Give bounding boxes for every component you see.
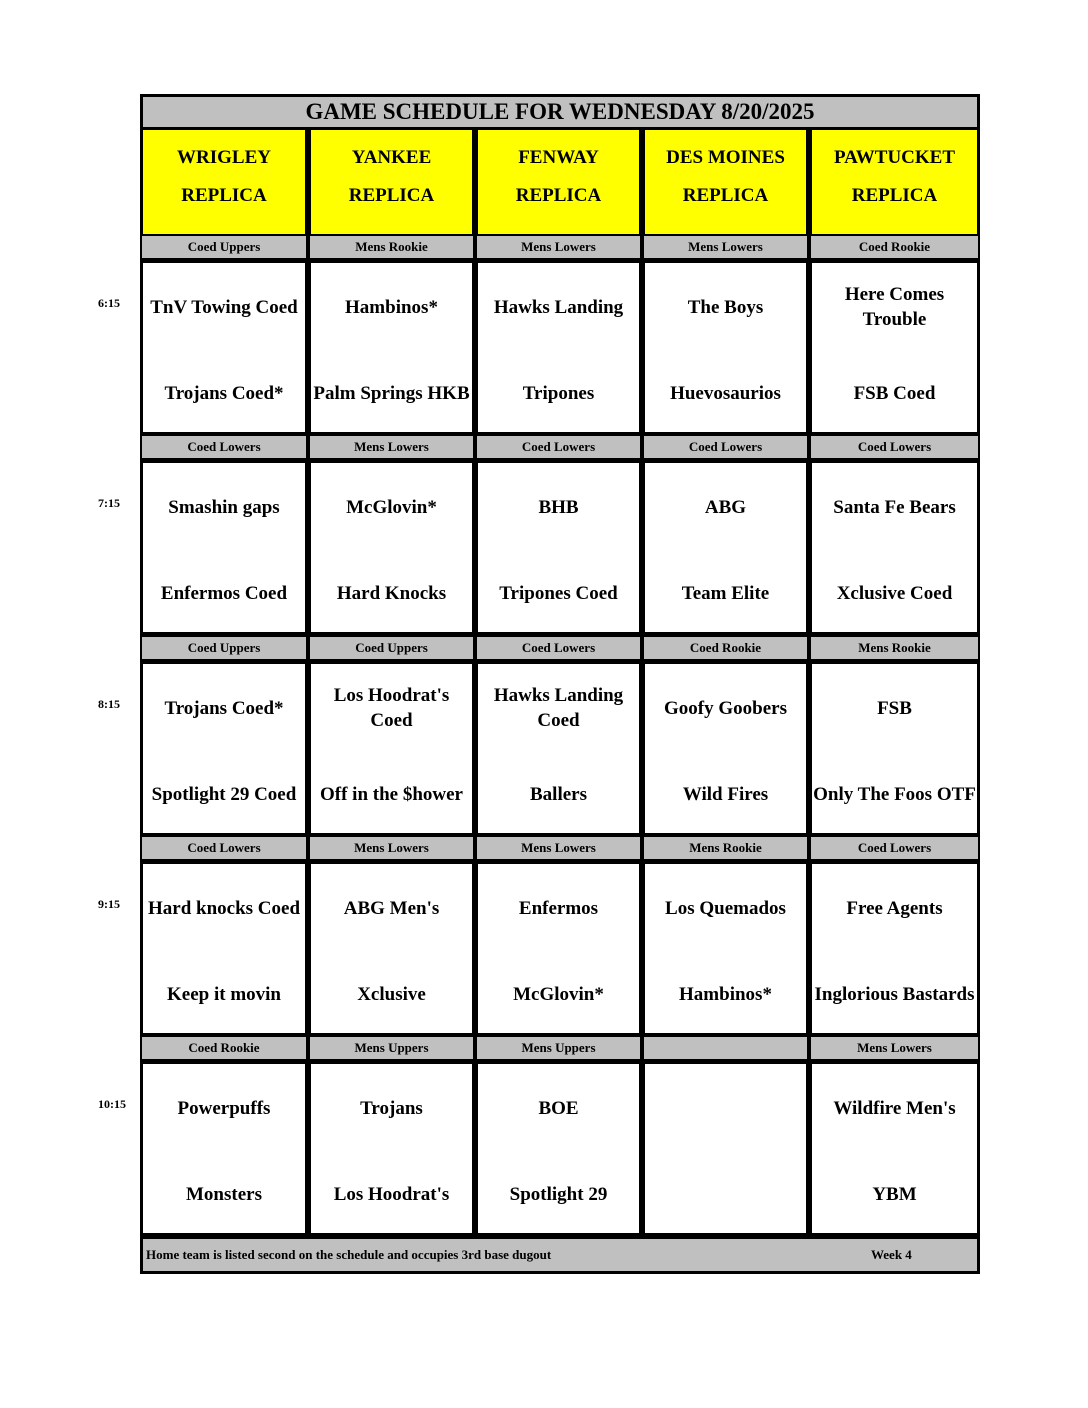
home-team: Palm Springs HKB <box>313 382 470 404</box>
away-team: Powerpuffs <box>177 1097 271 1119</box>
away-team: BHB <box>538 496 579 518</box>
game-cell <box>642 460 809 635</box>
division-label: Mens Uppers <box>475 1035 642 1061</box>
game-cell <box>475 260 642 435</box>
home-team: Tripones Coed <box>499 582 618 604</box>
away-team: Hawks Landing <box>493 296 624 318</box>
home-team: Enfermos Coed <box>160 582 288 604</box>
home-team: Team Elite <box>681 582 770 604</box>
away-team: Los Hoodrat's Coed <box>333 685 450 731</box>
home-team: Inglorious Bastards <box>814 983 975 1005</box>
home-team: Xclusive <box>357 983 426 1005</box>
division-label: Coed Lowers <box>140 434 308 460</box>
park-subtitle: REPLICA <box>682 185 769 206</box>
away-team: Trojans <box>360 1097 423 1119</box>
home-team: Off in the $hower <box>319 783 463 805</box>
division-label: Coed Rookie <box>140 1035 308 1061</box>
game-cell <box>809 661 980 836</box>
division-label: Mens Lowers <box>642 234 809 260</box>
home-team: YBM <box>872 1183 917 1205</box>
park-subtitle: REPLICA <box>181 185 267 206</box>
home-team: Monsters <box>186 1183 262 1205</box>
home-team: Ballers <box>530 783 587 805</box>
away-team: Smashin gaps <box>168 496 280 518</box>
park-subtitle: REPLICA <box>851 185 938 206</box>
division-label: Coed Lowers <box>140 835 308 861</box>
division-label: Coed Uppers <box>140 234 308 260</box>
division-label: Mens Lowers <box>475 835 642 861</box>
park-name: YANKEE <box>351 147 432 168</box>
game-cell <box>475 460 642 635</box>
game-cell <box>809 1061 980 1236</box>
division-label: Coed Lowers <box>642 434 809 460</box>
division-label: Coed Uppers <box>140 635 308 661</box>
game-cell <box>642 661 809 836</box>
division-label: Mens Rookie <box>642 835 809 861</box>
game-cell <box>308 861 475 1036</box>
game-cell <box>475 1061 642 1236</box>
away-team: Hambinos* <box>345 296 438 318</box>
home-team: Hambinos* <box>679 983 772 1005</box>
game-cell <box>140 861 308 1036</box>
division-label: Coed Lowers <box>809 434 980 460</box>
game-cell <box>308 260 475 435</box>
game-cell <box>475 661 642 836</box>
division-label <box>642 1035 809 1061</box>
time-label: 6:15 <box>98 296 120 310</box>
division-label: Mens Rookie <box>308 234 475 260</box>
division-label: Mens Lowers <box>308 835 475 861</box>
park-name: WRIGLEY <box>177 147 271 168</box>
home-team: Los Hoodrat's <box>333 1183 450 1205</box>
home-team: Spotlight 29 <box>509 1183 608 1205</box>
schedule-table <box>140 94 980 1274</box>
home-team: Tripones <box>522 382 595 404</box>
away-team: BOE <box>538 1097 579 1119</box>
away-team: ABG Men's <box>343 897 440 919</box>
away-team: FSB <box>877 697 912 719</box>
away-team: Goofy Goobers <box>664 697 787 719</box>
division-label: Coed Rookie <box>642 635 809 661</box>
away-team: Wildfire Men's <box>833 1097 956 1119</box>
home-team <box>645 1164 806 1224</box>
time-label: 9:15 <box>98 897 120 911</box>
time-label: 8:15 <box>98 697 120 711</box>
game-cell <box>809 460 980 635</box>
division-label: Mens Lowers <box>475 234 642 260</box>
park-name: FENWAY <box>518 147 599 168</box>
schedule-footer <box>140 1236 980 1274</box>
home-team: Xclusive Coed <box>836 582 953 604</box>
home-team: Only The Foos OTF <box>813 783 976 805</box>
division-label: Mens Lowers <box>809 1035 980 1061</box>
game-cell <box>140 661 308 836</box>
game-cell <box>140 260 308 435</box>
division-label: Mens Uppers <box>308 1035 475 1061</box>
game-cell <box>308 460 475 635</box>
division-label: Coed Lowers <box>809 835 980 861</box>
division-label: Coed Lowers <box>475 635 642 661</box>
away-team: ABG <box>704 496 747 518</box>
week-label: Week 4 <box>871 1247 912 1262</box>
home-team: FSB Coed <box>853 382 936 404</box>
home-team: Hard Knocks <box>336 582 447 604</box>
game-cell <box>308 1061 475 1236</box>
home-team: McGlovin* <box>513 983 604 1005</box>
home-team: Trojans Coed* <box>164 382 284 404</box>
time-label: 7:15 <box>98 496 120 510</box>
park-name: PAWTUCKET <box>833 147 956 168</box>
park-subtitle: REPLICA <box>348 185 435 206</box>
away-team: Los Quemados <box>665 897 786 919</box>
game-cell <box>140 1061 308 1236</box>
game-cell <box>809 260 980 435</box>
away-team: Here Comes Trouble <box>844 284 945 330</box>
game-cell <box>809 861 980 1036</box>
away-team: Hawks Landing Coed <box>493 685 624 731</box>
home-team: Huevosaurios <box>670 382 781 404</box>
home-team: Wild Fires <box>682 783 769 805</box>
away-team: The Boys <box>687 296 764 318</box>
division-label: Coed Uppers <box>308 635 475 661</box>
division-label: Coed Rookie <box>809 234 980 260</box>
away-team: Trojans Coed* <box>164 697 284 719</box>
game-cell <box>475 861 642 1036</box>
time-label: 10:15 <box>98 1097 126 1111</box>
game-cell <box>642 1061 809 1236</box>
footer-note: Home team is listed second on the schedule and occupies 3rd base dugout <box>146 1247 552 1262</box>
game-cell <box>642 861 809 1036</box>
division-label: Mens Lowers <box>308 434 475 460</box>
away-team <box>645 1078 806 1138</box>
away-team: Hard knocks Coed <box>147 897 301 919</box>
park-subtitle: REPLICA <box>515 185 602 206</box>
away-team: Enfermos <box>518 897 599 919</box>
home-team: Keep it movin <box>167 983 281 1005</box>
away-team: TnV Towing Coed <box>150 296 298 318</box>
game-cell <box>140 460 308 635</box>
schedule-title: GAME SCHEDULE FOR WEDNESDAY 8/20/2025 <box>140 94 980 130</box>
home-team: Spotlight 29 Coed <box>151 783 297 805</box>
game-cell <box>308 661 475 836</box>
away-team: Free Agents <box>846 897 943 919</box>
game-cell <box>642 260 809 435</box>
park-name: DES MOINES <box>666 147 785 168</box>
away-team: Santa Fe Bears <box>833 496 956 518</box>
division-label: Mens Rookie <box>809 635 980 661</box>
away-team: McGlovin* <box>346 496 437 518</box>
division-label: Coed Lowers <box>475 434 642 460</box>
